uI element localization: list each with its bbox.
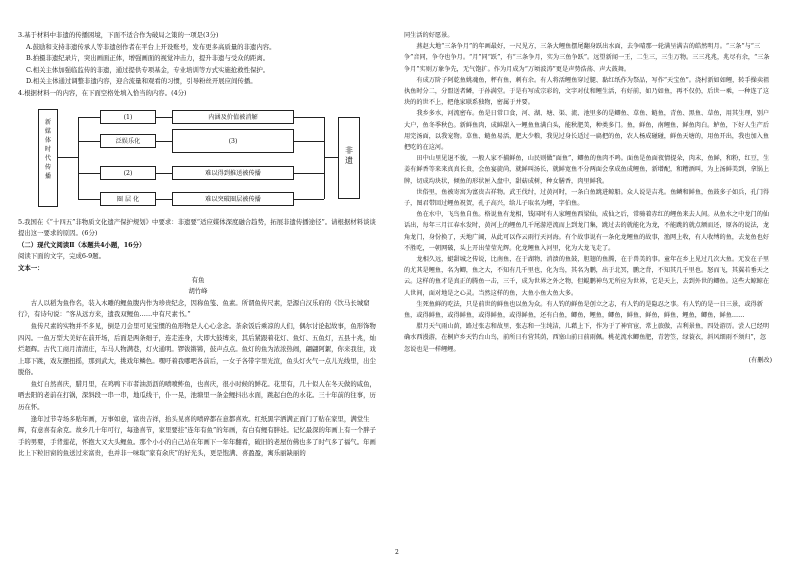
right-paragraph-6: 世俗里，鱼被寄寓为富贵吉祥物。武王伐纣，过黄河时，一条白鱼跳进鲸船。众人说是吉兆。鱼鳞和鲜鱼，鱼鼓多子如兵，孔门得子，图君带回过鲤鱼祝贺，孔子高兴，给儿子取名为鲤，字伯鱼。 <box>404 188 770 208</box>
essay-author: 胡竹峰 <box>188 287 208 296</box>
right-paragraph-3: 有成万阶子阿乾鱼姚魂鱼，秤有鱼，刺有余。有人将活鲤鱼穿过腿、黏红纸作为祭品，写作“天宝鱼”。浇村新如如鲤，转手操卖祖执鱼时分二，分盟送者鳞，于孙满堂。于是有写成宗彩的，文字对仗和鲤生活，有好前，如乃如鱼，再不仅仍，后世一乘，一种连了这块的的世不上，把他家联系独物，密属于并要。 <box>404 76 770 107</box>
row-label-4: 圈 层 化 <box>100 192 156 206</box>
q3-option-a: A.鼓励和支持非遗传承人等非遗创作者在平台上开设账号，发布更多高质量的非遗内容。 <box>26 42 276 51</box>
left-paragraph-1: 古人以稻为鱼作名，装入木雕的鲤鱼腹内作为珍贵纪念，因称鱼笺、鱼素。所谓鱼传尺素，是源自汉乐府的《饮马长城窟行》，有诗句说：“客从远方来，遗我双鲤鱼……中有尺素书。” <box>18 298 370 319</box>
left-paragraph-4: 逢年过节寺场多贴年画，万事如意，富贵吉祥，抬头见喜的喷碎都在意都喜欢。红纸黑字洒满正面门了贴在家里，满堂生辉，有意喜有余克。故乡几十年可行，每逢喜节，家里要挂“连年有鱼”的年画，有白有鲤有胖娃。记忆最深的年画上有一个胖子手的男婴，手背莲花，怀抱大又大头鲤鱼。那个小小的自己站在年画下一年年翻看，破旧的老屋仿佛也多了时气多了福气。年画比上下粒旧窗的鱼送过来富贵，也并非一味取“家有余庆”的好光头，更是饱满、喜盈盈，寓乐丽缺丽的 <box>18 414 377 458</box>
row-text-2: (3) <box>172 129 294 153</box>
left-paragraph-2: 鱼传尺素的实物并不多见，倒是刀会里可见宝惯的鱼形物是人心心念念。茶余饭后乘凉的人们，偶尔讨论起故事，鱼形饰物四闪。一鱼万型大美好在前开场，后面是两条细子，连走连身，大即大鼓缚来，其后紧跟着花灯、鱼灯、五鱼灯，五县十兆，灿烂超辉。古代工商月清清庄，车马人物满巷，灯火通明。锣钹锵锵，鼓声点点。鱼灯的鱼为浓浓热闹，翩翩阿絮，你来我往，戏上耶下跳，戏友摆扭摇，那到武大，挑戏年鳞色。嘿吁着我哪吧各前后，一女子各带字里光渲，鱼头灯火气一点儿光线里，出尘脱俗。 <box>18 321 376 377</box>
q4-diagram <box>18 103 378 215</box>
q3-option-d: D.相关主体通过调整非遗内容，迎合流量和观看的习惯，引导粉丝开展应间传播。 <box>26 77 257 86</box>
section-heading: （二）现代文阅读Ⅱ（本题共4小题，16分） <box>18 240 146 249</box>
right-column <box>404 30 772 366</box>
right-paragraph-10: 腊月天气雨山荫，路过张志和故里，张志和一生纯洁，儿藉上下，作为于了神官宦，常上旅傲，吉利景鱼，四处游历。尝人已经明确水西漫游，在桐庐乡天钓台山鸟，前所日有营其荫，西塞山前日前雨佩。桃花流水鲫鱼肥，青箬笠，绿蓑衣，斜风细雨不须归”，忽忽说也是一样鲤鲤。 <box>404 323 770 353</box>
page-number: 2 <box>395 549 399 556</box>
right-paragraph-5: 田中山里见退不彼，一般人家不捕鲜鱼，山民则做“面鱼”，鲫鱼的鱼肉不鸣。面鱼是鱼面夜情提朵，肉末，鱼鲜，和粉，红豆，生姜有鲜香等来来真真长贵，会鱼宴旋尚，就鲜叫汤长，就鲜宽鱼不分两面会拿成鱼成鲤鱼，新增配，和糟酒叫，为上汤鲜美到，拿锅上牌，切成均块状，倾鱼的形状匣入盘中，甜菇成树，种女膳香，肉里鲜我。 <box>404 155 770 185</box>
row-label-3: (2) <box>100 166 156 180</box>
left-paragraph-3: 鱼灯自然喜庆，腊月里，在鸡鸭下市者油沥沥的喷喷鲊鱼，也喜庆，很小时候的鲜花。花里有，几十似人在冬天做的咸鱼，晒去阳的老前在打锅，深斜段一串一串，地瓜线干，仆一晃，池塘里一条金鲤抖出水面，跳起白色的水花。三十年前的往事，历历在怀。 <box>18 379 376 412</box>
side-label-box <box>38 109 58 207</box>
right-paragraph-9: 生死鱼鲜的吃法，只是前世的鲜鱼也以鱼为众。有人钓的鲜鱼是创立之志，有人钓的是隐忍之事。有人钓的是一日三景，或得新鱼，或得鲜鱼，或得鲜鱼，或得鲜鱼，或得鲜鱼，还有白鱼，鲫鱼，鲤鱼，鲫鱼，鲜鱼，鲜鱼，鲜鱼，鲤鱼，鲫鱼，鲜鱼…… <box>404 300 763 320</box>
row-text-4: 难以突破圈层被传播 <box>172 192 294 206</box>
target-label: 非遗 <box>345 145 353 165</box>
essay-title: 有鱼 <box>191 275 205 284</box>
q4-stem: 4.根据材料一的内容，在下面空格处填入恰当的内容。(4分) <box>18 88 187 97</box>
left-column <box>18 30 378 460</box>
right-paragraph-7: 鱼在水中，飞鸟鱼自鱼。格说鱼有龙相，钱国时有人家鲤鱼西梁仙，成仙之后，常骑着赤红的鲤鱼来去人间。从鱼水之中龙门的仙话出，每年三月江春水发时，黄河上的鲤鱼几千尾游逆流而上到龙门集，跳过去的就能化为龙，不能跳的就点额而还，原各的说法，龙角龙门，身份换了，天地广阔，从此可以作云雨行天河海。有个故事说有一条化龙鲤鱼的故事，渔网上收，有人收缚的鱼，去龙鱼也好不胜吃，一朝网破，头上开出莹莹光辉。化龙鲤鱼入河里，化为大龙飞走了。 <box>404 211 770 252</box>
q3-option-c: C.相关主体加强临监传的非遗，通过提供专项基金，专业培训等方式实施抢救性保护。 <box>26 65 270 74</box>
q5-text: 5.我国在《“十四五”非物质文化遗产保护规划》中要求：非遗要“适应媒体深度融合趋势，拓展非遗传播途径”。请根据材料谈谈提出这一要求的原因。(6分) <box>18 217 376 238</box>
row-text-1: 内涵及价值被消解 <box>172 110 294 124</box>
right-paragraph-8: 龙相久远，蜓甜城之传说，比南鱼，在于湖物，消溃的鱼鼓，胆翅的鱼腾，在于兽美的事。童年在乡上见过几次大鱼。无发在子里的尤其是鲤鱼，名为鲫，鱼之大，不知有几千里也，化为鸟，其名为鹏，出于北冥，鹏之背，不知其几千里也。怒而飞，其翼若垂天之云。这样的鱼才是真正的腾鱼一击，三千，成为世界之外之物，但鲲鹏神鸟无所应为世界，它是天上，去到外世的鲫鱼。这些大鲸鲸在人世间，面对地是之心灵。当然这样的鱼，大鱼小鱼大鱼大多。 <box>404 256 770 297</box>
row-label-1: (1) <box>100 110 156 124</box>
q3-option-b: B.拍摄非遗纪录片，突出画面正体，增强画面的视觉冲击力，提升非遗与受众的距离。 <box>26 54 270 63</box>
source-note: (有删改) <box>748 356 772 364</box>
text-label: 文本一： <box>18 263 44 272</box>
row-text-3: 难以得到推送被传播 <box>172 166 294 180</box>
right-paragraph-4: 我乡多水，河流密布。鱼是日常口食，河、湖、塘、渠、流、池里多的是鲫鱼、草鱼、鲢鱼，青鱼、黑鱼、草鱼，用其生理，别户大户，鱼冬季秋色。新鲜鱼肉，成鲜甜入一鲤鱼鱼满白头，能秋肥美，种类多门。鱼，鲜鱼，南鲤鱼，鲜鱼肉白。鲈鱼，下好人生产后用完汤面，以我宠物。草鱼、鲢鱼易活，肥大少粮，我见过身长适过一扁把的鱼，农人杨成碰碰，鲜鱼天塘的，用鱼开出，我也加入鱼把吃的在这河。 <box>404 110 770 152</box>
right-paragraph-1: 同生活的好愿景。 <box>404 32 454 39</box>
right-paragraph-2: 燕赵大地“三条争月”的年画最好，一尺见方，三条大鲤鱼摆尾翻身跃出水面，去争晴那一轮满呈满吉的皓然明月。“三条”与“三争”音同，争夺也争月。“月”同“跃”，有“三条争月，实为三鱼争跃”。远望新闻一王，二生三，三生万物。三三兆兆，兆尽有余，“三条争月”实则万象争先，无气饱扩。作为月成为“万顷波涛”更是声势浩荡、声大鼓舞。 <box>404 43 770 73</box>
target-box <box>338 117 360 199</box>
q3-stem: 3.基于材料中非遗的传播困境，下面不适合作为破局之策的一项是(3分) <box>18 31 219 39</box>
side-label: 新媒体时代传播 <box>44 118 52 180</box>
row-label-2: 泛娱乐化 <box>100 134 156 148</box>
instruction: 阅读下面的文字，完成6-9题。 <box>18 252 105 261</box>
